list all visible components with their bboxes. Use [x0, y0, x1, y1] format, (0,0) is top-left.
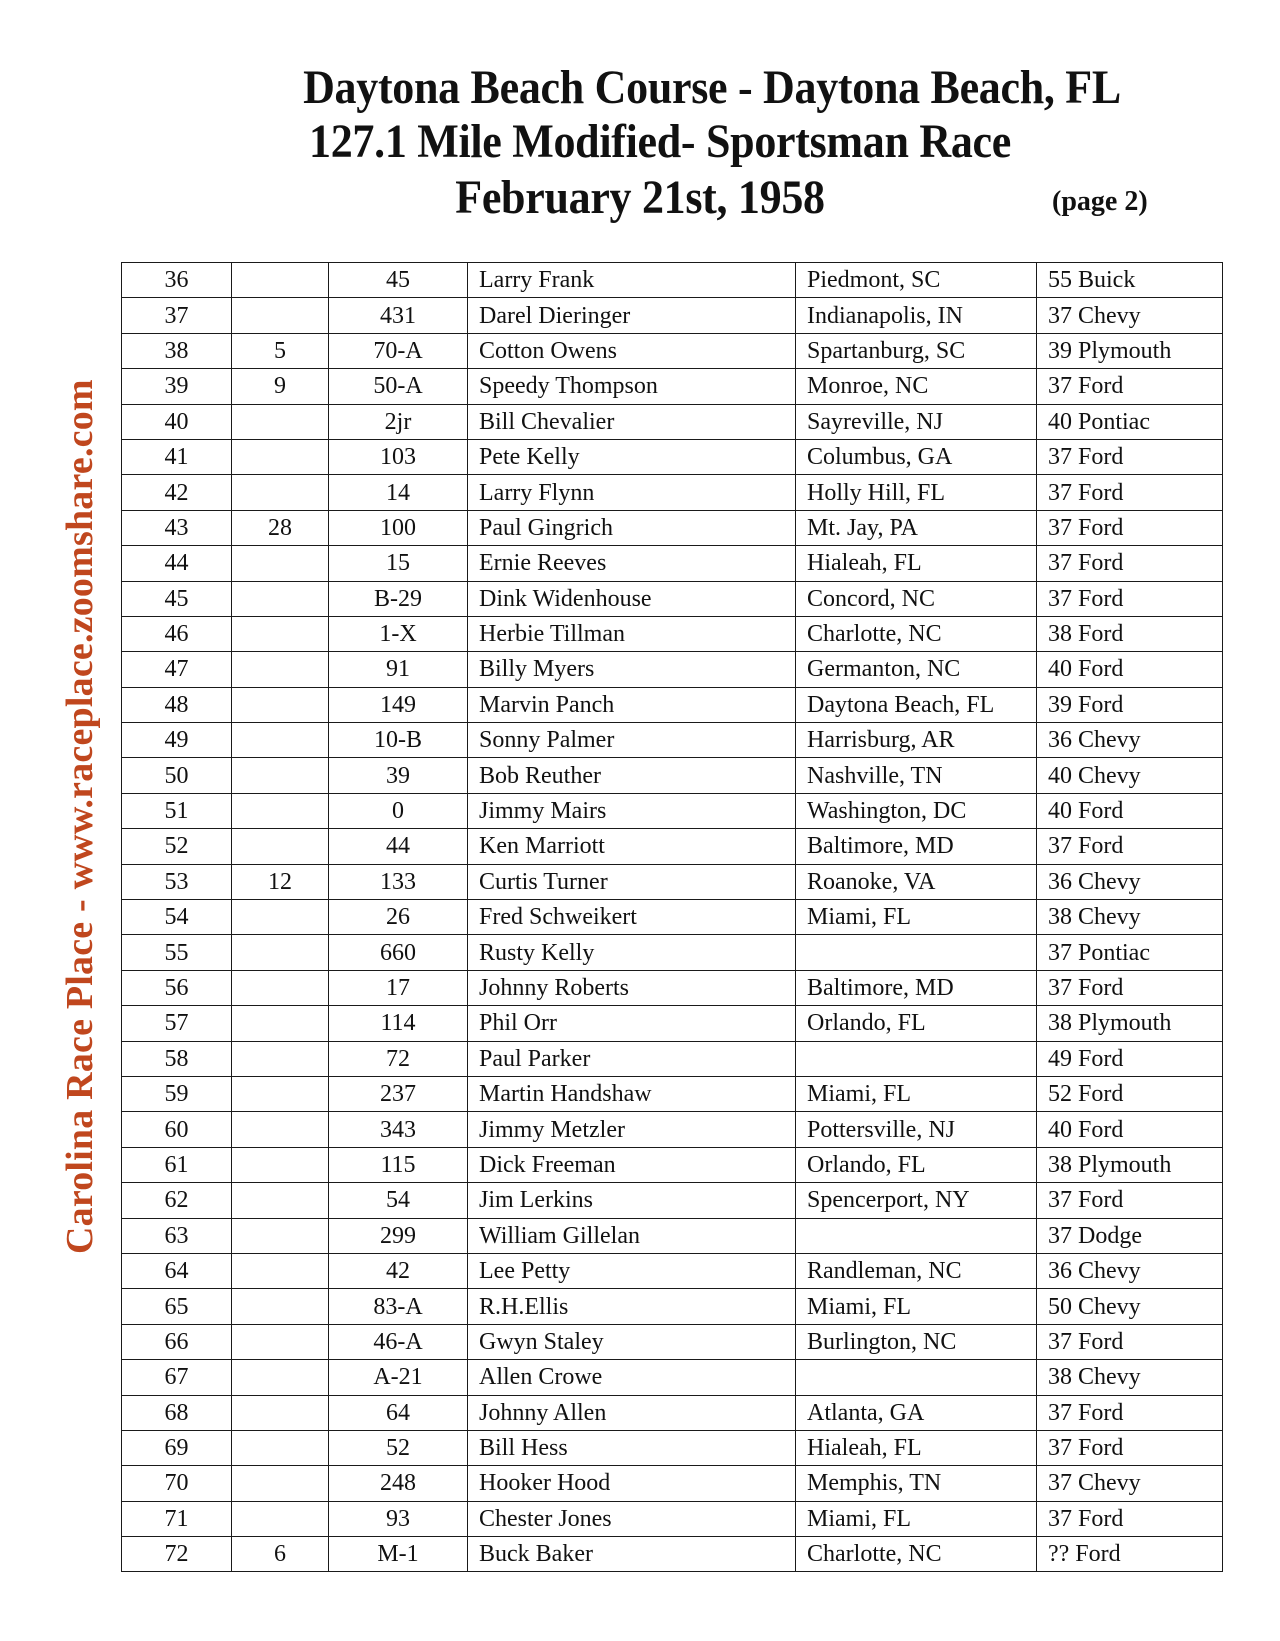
table-row [122, 1041, 1223, 1076]
car-number-cell: 1-X [329, 616, 468, 651]
finish-position-cell: 62 [122, 1183, 232, 1218]
driver-name-cell: Marvin Panch [468, 687, 796, 722]
car-number-cell: 44 [329, 829, 468, 864]
car-number-cell: 50-A [329, 369, 468, 404]
car-make-cell: 36 Chevy [1037, 723, 1223, 758]
driver-name-cell: Billy Myers [468, 652, 796, 687]
car-make-cell: 38 Chevy [1037, 1360, 1223, 1395]
table-row [122, 793, 1223, 828]
car-number-cell: 14 [329, 475, 468, 510]
table-row [122, 1183, 1223, 1218]
finish-position-cell: 65 [122, 1289, 232, 1324]
watermark-text: Carolina Race Place - www.raceplace.zoomshare.com [59, 379, 101, 1254]
car-make-cell: 50 Chevy [1037, 1289, 1223, 1324]
hometown-cell: Monroe, NC [796, 369, 1037, 404]
finish-position-cell: 50 [122, 758, 232, 793]
table-row [122, 652, 1223, 687]
car-make-cell: 37 Ford [1037, 970, 1223, 1005]
hometown-cell: Mt. Jay, PA [796, 510, 1037, 545]
start-position-cell [232, 758, 329, 793]
hometown-cell: Hialeah, FL [796, 546, 1037, 581]
car-make-cell: 40 Ford [1037, 1112, 1223, 1147]
driver-name-cell: Johnny Roberts [468, 970, 796, 1005]
driver-name-cell: Jim Lerkins [468, 1183, 796, 1218]
driver-name-cell: Ken Marriott [468, 829, 796, 864]
start-position-cell [232, 1253, 329, 1288]
table-row [122, 263, 1223, 298]
car-number-cell: 93 [329, 1501, 468, 1536]
hometown-cell: Randleman, NC [796, 1253, 1037, 1288]
car-make-cell: 37 Ford [1037, 1501, 1223, 1536]
start-position-cell [232, 1430, 329, 1465]
start-position-cell [232, 1183, 329, 1218]
driver-name-cell: Speedy Thompson [468, 369, 796, 404]
hometown-cell: Miami, FL [796, 1076, 1037, 1111]
start-position-cell [232, 616, 329, 651]
table-row [122, 475, 1223, 510]
car-number-cell: 237 [329, 1076, 468, 1111]
car-number-cell: 115 [329, 1147, 468, 1182]
start-position-cell [232, 829, 329, 864]
finish-position-cell: 69 [122, 1430, 232, 1465]
car-make-cell: 40 Chevy [1037, 758, 1223, 793]
table-row [122, 1360, 1223, 1395]
driver-name-cell: Lee Petty [468, 1253, 796, 1288]
car-make-cell: 37 Ford [1037, 1324, 1223, 1359]
start-position-cell [232, 475, 329, 510]
start-position-cell [232, 1112, 329, 1147]
start-position-cell [232, 1289, 329, 1324]
finish-position-cell: 41 [122, 439, 232, 474]
start-position-cell [232, 1395, 329, 1430]
finish-position-cell: 71 [122, 1501, 232, 1536]
car-make-cell: 39 Ford [1037, 687, 1223, 722]
driver-name-cell: Dick Freeman [468, 1147, 796, 1182]
car-make-cell: 39 Plymouth [1037, 333, 1223, 368]
car-number-cell: 52 [329, 1430, 468, 1465]
car-make-cell: 38 Plymouth [1037, 1006, 1223, 1041]
start-position-cell [232, 793, 329, 828]
car-make-cell: 37 Ford [1037, 439, 1223, 474]
car-number-cell: 431 [329, 298, 468, 333]
start-position-cell [232, 1501, 329, 1536]
finish-position-cell: 60 [122, 1112, 232, 1147]
driver-name-cell: Cotton Owens [468, 333, 796, 368]
car-number-cell: 114 [329, 1006, 468, 1041]
car-make-cell: 37 Ford [1037, 1395, 1223, 1430]
start-position-cell [232, 1218, 329, 1253]
start-position-cell [232, 404, 329, 439]
car-make-cell: 37 Ford [1037, 475, 1223, 510]
finish-position-cell: 46 [122, 616, 232, 651]
table-row [122, 687, 1223, 722]
race-date-title: February 21st, 1958 [455, 171, 825, 224]
hometown-cell: Memphis, TN [796, 1466, 1037, 1501]
hometown-cell: Roanoke, VA [796, 864, 1037, 899]
car-number-cell: B-29 [329, 581, 468, 616]
start-position-cell [232, 546, 329, 581]
car-make-cell: 37 Ford [1037, 829, 1223, 864]
finish-position-cell: 51 [122, 793, 232, 828]
finish-position-cell: 48 [122, 687, 232, 722]
page-number-note: (page 2) [1052, 186, 1148, 217]
table-row [122, 1324, 1223, 1359]
car-make-cell: 37 Chevy [1037, 1466, 1223, 1501]
hometown-cell: Concord, NC [796, 581, 1037, 616]
car-number-cell: 15 [329, 546, 468, 581]
car-number-cell: 26 [329, 900, 468, 935]
car-number-cell: 343 [329, 1112, 468, 1147]
car-number-cell: 248 [329, 1466, 468, 1501]
start-position-cell [232, 652, 329, 687]
finish-position-cell: 70 [122, 1466, 232, 1501]
table-row [122, 404, 1223, 439]
start-position-cell: 6 [232, 1537, 329, 1572]
table-row [122, 1466, 1223, 1501]
driver-name-cell: R.H.Ellis [468, 1289, 796, 1324]
start-position-cell [232, 970, 329, 1005]
table-row [122, 298, 1223, 333]
start-position-cell: 5 [232, 333, 329, 368]
table-row [122, 1395, 1223, 1430]
table-row [122, 616, 1223, 651]
hometown-cell: Orlando, FL [796, 1006, 1037, 1041]
table-row [122, 1076, 1223, 1111]
car-make-cell: 55 Buick [1037, 263, 1223, 298]
driver-name-cell: Allen Crowe [468, 1360, 796, 1395]
hometown-cell: Germanton, NC [796, 652, 1037, 687]
finish-position-cell: 61 [122, 1147, 232, 1182]
car-number-cell: 70-A [329, 333, 468, 368]
start-position-cell: 9 [232, 369, 329, 404]
table-row [122, 829, 1223, 864]
table-row [122, 758, 1223, 793]
car-make-cell: 36 Chevy [1037, 864, 1223, 899]
start-position-cell [232, 935, 329, 970]
hometown-cell: Nashville, TN [796, 758, 1037, 793]
car-make-cell: 38 Chevy [1037, 900, 1223, 935]
start-position-cell [232, 900, 329, 935]
finish-position-cell: 66 [122, 1324, 232, 1359]
finish-position-cell: 44 [122, 546, 232, 581]
start-position-cell [232, 687, 329, 722]
finish-position-cell: 49 [122, 723, 232, 758]
car-make-cell: 36 Chevy [1037, 1253, 1223, 1288]
finish-position-cell: 63 [122, 1218, 232, 1253]
start-position-cell: 28 [232, 510, 329, 545]
car-make-cell: ?? Ford [1037, 1537, 1223, 1572]
driver-name-cell: Rusty Kelly [468, 935, 796, 970]
table-row [122, 935, 1223, 970]
car-make-cell: 40 Pontiac [1037, 404, 1223, 439]
hometown-cell: Baltimore, MD [796, 970, 1037, 1005]
start-position-cell [232, 1041, 329, 1076]
car-make-cell: 38 Plymouth [1037, 1147, 1223, 1182]
table-row [122, 546, 1223, 581]
car-number-cell: 91 [329, 652, 468, 687]
car-number-cell: 2jr [329, 404, 468, 439]
car-make-cell: 37 Ford [1037, 510, 1223, 545]
car-make-cell: 40 Ford [1037, 793, 1223, 828]
hometown-cell: Piedmont, SC [796, 263, 1037, 298]
driver-name-cell: Gwyn Staley [468, 1324, 796, 1359]
table-row [122, 581, 1223, 616]
table-row [122, 369, 1223, 404]
driver-name-cell: Phil Orr [468, 1006, 796, 1041]
finish-position-cell: 67 [122, 1360, 232, 1395]
hometown-cell: Miami, FL [796, 900, 1037, 935]
driver-name-cell: Bill Chevalier [468, 404, 796, 439]
finish-position-cell: 52 [122, 829, 232, 864]
start-position-cell [232, 581, 329, 616]
results-table-body [122, 263, 1223, 1572]
finish-position-cell: 40 [122, 404, 232, 439]
car-number-cell: 46-A [329, 1324, 468, 1359]
driver-name-cell: Bill Hess [468, 1430, 796, 1465]
table-row [122, 1147, 1223, 1182]
hometown-cell [796, 1041, 1037, 1076]
driver-name-cell: Buck Baker [468, 1537, 796, 1572]
table-row [122, 333, 1223, 368]
start-position-cell [232, 298, 329, 333]
table-row [122, 864, 1223, 899]
driver-name-cell: Bob Reuther [468, 758, 796, 793]
table-row [122, 1253, 1223, 1288]
hometown-cell: Atlanta, GA [796, 1395, 1037, 1430]
driver-name-cell: William Gillelan [468, 1218, 796, 1253]
start-position-cell [232, 1324, 329, 1359]
results-table [121, 262, 1223, 1572]
table-row [122, 1006, 1223, 1041]
car-make-cell: 40 Ford [1037, 652, 1223, 687]
car-number-cell: 133 [329, 864, 468, 899]
hometown-cell [796, 935, 1037, 970]
hometown-cell: Orlando, FL [796, 1147, 1037, 1182]
car-number-cell: 299 [329, 1218, 468, 1253]
car-number-cell: 83-A [329, 1289, 468, 1324]
driver-name-cell: Chester Jones [468, 1501, 796, 1536]
hometown-cell: Indianapolis, IN [796, 298, 1037, 333]
car-number-cell: 72 [329, 1041, 468, 1076]
driver-name-cell: Sonny Palmer [468, 723, 796, 758]
hometown-cell: Pottersville, NJ [796, 1112, 1037, 1147]
table-row [122, 1289, 1223, 1324]
finish-position-cell: 42 [122, 475, 232, 510]
driver-name-cell: Paul Gingrich [468, 510, 796, 545]
driver-name-cell: Jimmy Mairs [468, 793, 796, 828]
finish-position-cell: 43 [122, 510, 232, 545]
hometown-cell: Charlotte, NC [796, 616, 1037, 651]
finish-position-cell: 55 [122, 935, 232, 970]
driver-name-cell: Pete Kelly [468, 439, 796, 474]
table-row [122, 439, 1223, 474]
driver-name-cell: Fred Schweikert [468, 900, 796, 935]
finish-position-cell: 59 [122, 1076, 232, 1111]
hometown-cell: Columbus, GA [796, 439, 1037, 474]
start-position-cell [232, 723, 329, 758]
hometown-cell: Holly Hill, FL [796, 475, 1037, 510]
finish-position-cell: 39 [122, 369, 232, 404]
finish-position-cell: 38 [122, 333, 232, 368]
car-make-cell: 38 Ford [1037, 616, 1223, 651]
finish-position-cell: 57 [122, 1006, 232, 1041]
race-name-title: 127.1 Mile Modified- Sportsman Race [309, 115, 1011, 168]
car-number-cell: 103 [329, 439, 468, 474]
car-number-cell: 0 [329, 793, 468, 828]
hometown-cell: Baltimore, MD [796, 829, 1037, 864]
finish-position-cell: 37 [122, 298, 232, 333]
table-row [122, 723, 1223, 758]
hometown-cell: Harrisburg, AR [796, 723, 1037, 758]
hometown-cell [796, 1218, 1037, 1253]
car-make-cell: 37 Ford [1037, 1183, 1223, 1218]
finish-position-cell: 36 [122, 263, 232, 298]
hometown-cell: Sayreville, NJ [796, 404, 1037, 439]
driver-name-cell: Martin Handshaw [468, 1076, 796, 1111]
driver-name-cell: Johnny Allen [468, 1395, 796, 1430]
car-make-cell: 52 Ford [1037, 1076, 1223, 1111]
car-number-cell: 54 [329, 1183, 468, 1218]
car-make-cell: 37 Ford [1037, 1430, 1223, 1465]
table-row [122, 900, 1223, 935]
finish-position-cell: 56 [122, 970, 232, 1005]
hometown-cell: Spartanburg, SC [796, 333, 1037, 368]
hometown-cell: Burlington, NC [796, 1324, 1037, 1359]
finish-position-cell: 47 [122, 652, 232, 687]
finish-position-cell: 68 [122, 1395, 232, 1430]
driver-name-cell: Ernie Reeves [468, 546, 796, 581]
car-number-cell: 149 [329, 687, 468, 722]
hometown-cell: Miami, FL [796, 1289, 1037, 1324]
start-position-cell [232, 263, 329, 298]
driver-name-cell: Hooker Hood [468, 1466, 796, 1501]
table-row [122, 1537, 1223, 1572]
driver-name-cell: Larry Frank [468, 263, 796, 298]
start-position-cell: 12 [232, 864, 329, 899]
car-make-cell: 37 Chevy [1037, 298, 1223, 333]
hometown-cell: Washington, DC [796, 793, 1037, 828]
hometown-cell: Miami, FL [796, 1501, 1037, 1536]
car-make-cell: 37 Dodge [1037, 1218, 1223, 1253]
finish-position-cell: 45 [122, 581, 232, 616]
car-make-cell: 37 Pontiac [1037, 935, 1223, 970]
hometown-cell: Daytona Beach, FL [796, 687, 1037, 722]
hometown-cell: Hialeah, FL [796, 1430, 1037, 1465]
start-position-cell [232, 1360, 329, 1395]
car-number-cell: 17 [329, 970, 468, 1005]
finish-position-cell: 53 [122, 864, 232, 899]
finish-position-cell: 64 [122, 1253, 232, 1288]
table-row [122, 510, 1223, 545]
driver-name-cell: Dink Widenhouse [468, 581, 796, 616]
table-row [122, 1501, 1223, 1536]
car-number-cell: 64 [329, 1395, 468, 1430]
driver-name-cell: Herbie Tillman [468, 616, 796, 651]
car-make-cell: 49 Ford [1037, 1041, 1223, 1076]
finish-position-cell: 58 [122, 1041, 232, 1076]
driver-name-cell: Darel Dieringer [468, 298, 796, 333]
start-position-cell [232, 1147, 329, 1182]
start-position-cell [232, 439, 329, 474]
car-make-cell: 37 Ford [1037, 369, 1223, 404]
driver-name-cell: Curtis Turner [468, 864, 796, 899]
car-number-cell: 100 [329, 510, 468, 545]
car-make-cell: 37 Ford [1037, 581, 1223, 616]
hometown-cell [796, 1360, 1037, 1395]
car-make-cell: 37 Ford [1037, 546, 1223, 581]
finish-position-cell: 54 [122, 900, 232, 935]
table-row [122, 970, 1223, 1005]
table-row [122, 1112, 1223, 1147]
hometown-cell: Spencerport, NY [796, 1183, 1037, 1218]
start-position-cell [232, 1076, 329, 1111]
start-position-cell [232, 1466, 329, 1501]
car-number-cell: 39 [329, 758, 468, 793]
car-number-cell: 42 [329, 1253, 468, 1288]
car-number-cell: A-21 [329, 1360, 468, 1395]
race-track-title: Daytona Beach Course - Daytona Beach, FL [303, 60, 1121, 114]
finish-position-cell: 72 [122, 1537, 232, 1572]
table-row [122, 1218, 1223, 1253]
car-number-cell: 660 [329, 935, 468, 970]
driver-name-cell: Jimmy Metzler [468, 1112, 796, 1147]
driver-name-cell: Larry Flynn [468, 475, 796, 510]
hometown-cell: Charlotte, NC [796, 1537, 1037, 1572]
car-number-cell: 45 [329, 263, 468, 298]
table-row [122, 1430, 1223, 1465]
driver-name-cell: Paul Parker [468, 1041, 796, 1076]
car-number-cell: M-1 [329, 1537, 468, 1572]
start-position-cell [232, 1006, 329, 1041]
car-number-cell: 10-B [329, 723, 468, 758]
